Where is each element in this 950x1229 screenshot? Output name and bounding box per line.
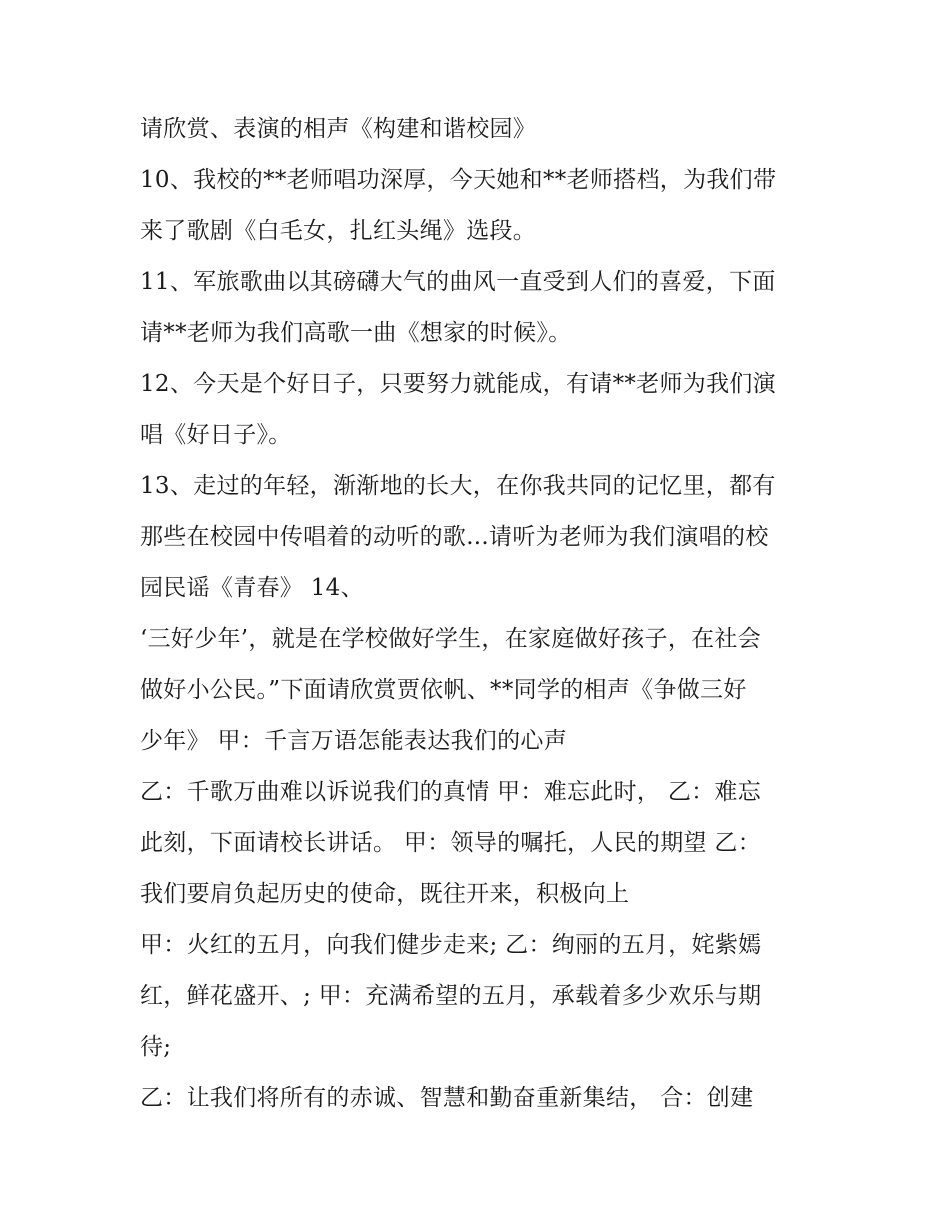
text-line: 11、军旅歌曲以其磅礴大气的曲风一直受到人们的喜爱，下面	[140, 269, 776, 295]
document-body	[140, 104, 830, 1124]
text-line: 甲：火红的五月，向我们健步走来; 乙：绚丽的五月，姹紫嫣	[140, 932, 762, 958]
text-line: 我们要肩负起历史的使命，既往开来，积极向上	[140, 881, 630, 907]
text-line: 乙：让我们将所有的赤诚、智慧和勤奋重新集结， 合：创建	[140, 1085, 754, 1111]
text-line: 来了歌剧《白毛女，扎红头绳》选段。	[140, 218, 537, 244]
text-line: 唱《好日子》。	[140, 422, 292, 448]
text-line: 那些在校园中传唱着的动听的歌...请听为老师为我们演唱的校	[140, 524, 769, 550]
text-line: ‘三好少年’，就是在学校做好学生，在家庭做好孩子，在社会	[140, 626, 762, 652]
text-line: 请**老师为我们高歌一曲《想家的时候》。	[140, 320, 572, 346]
text-line: 待;	[140, 1034, 172, 1060]
text-line: 请欣赏、表演的相声《构建和谐校园》	[140, 116, 537, 142]
text-line: 园民谣《青春》 14、	[140, 575, 364, 601]
text-line: 少年》 甲：千言万语怎能表达我们的心声	[140, 728, 568, 754]
text-line: 10、我校的**老师唱功深厚，今天她和**老师搭档，为我们带	[140, 167, 777, 193]
text-line: 乙：千歌万曲难以诉说我们的真情 甲：难忘此时， 乙：难忘	[140, 779, 762, 805]
text-line: 此刻，下面请校长讲话。 甲：领导的嘱托，人民的期望 乙：	[140, 830, 762, 856]
text-line: 做好小公民。”下面请欣赏贾依帆、**同学的相声《争做三好	[140, 677, 747, 703]
text-line: 12、今天是个好日子，只要努力就能成，有请**老师为我们演	[140, 371, 776, 397]
text-line: 红，鲜花盛开、; 甲：充满希望的五月，承载着多少欢乐与期	[140, 983, 762, 1009]
text-line: 13、走过的年轻，渐渐地的长大，在你我共同的记忆里，都有	[140, 473, 776, 499]
